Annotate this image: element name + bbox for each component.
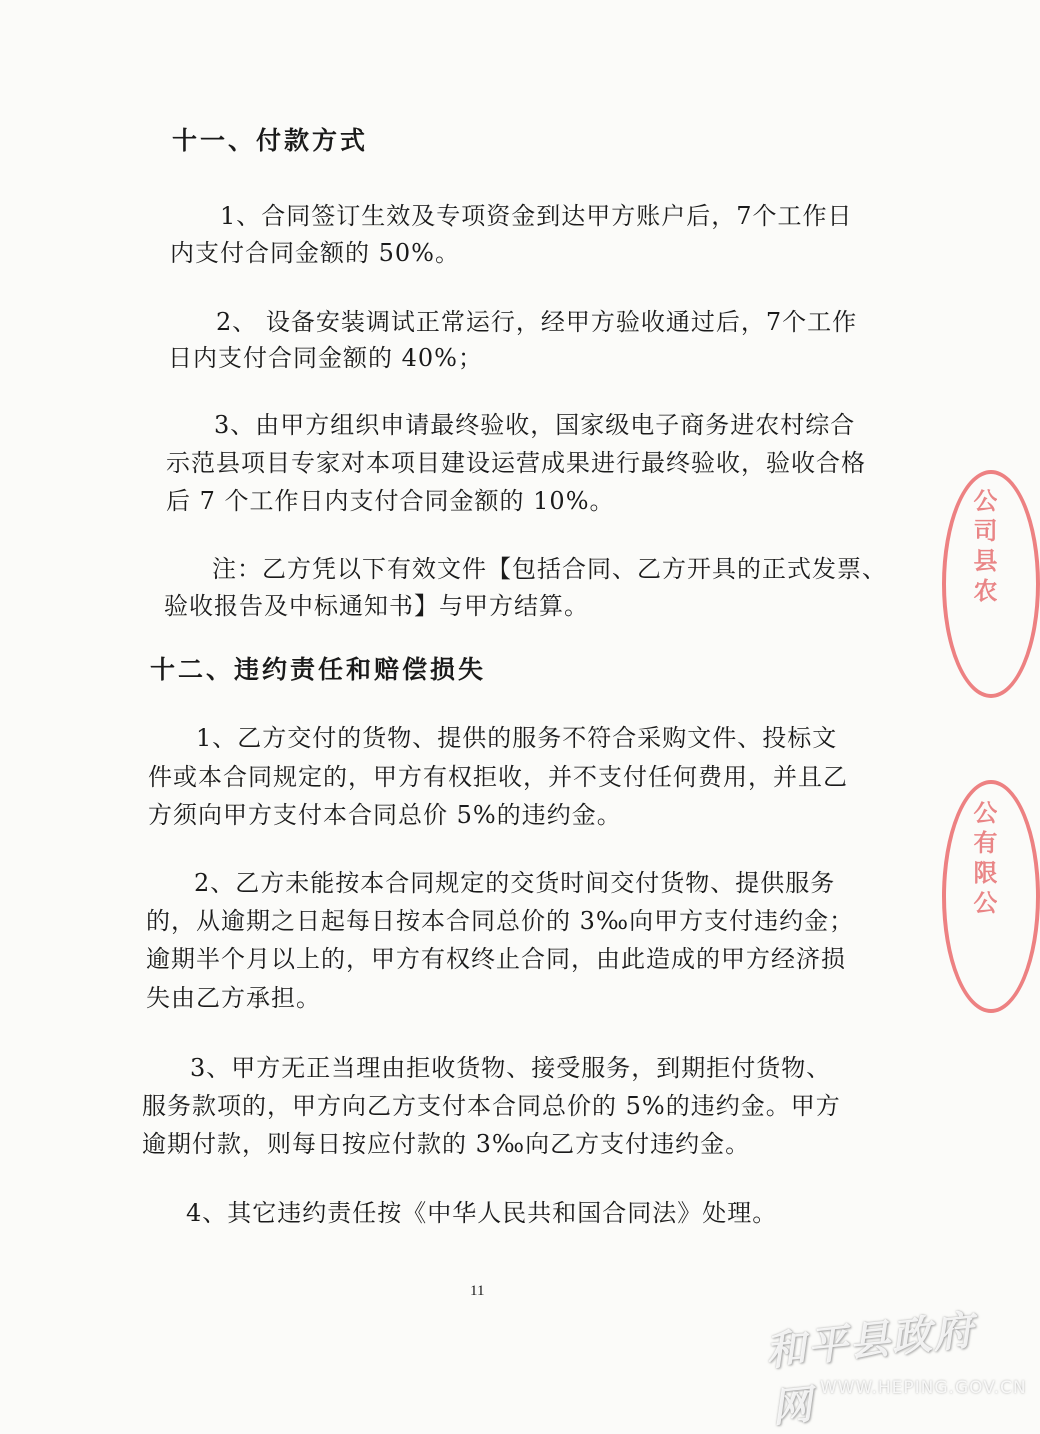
s11-p3-line3: 后 7 个工作日内支付合同金额的 10%。 — [166, 487, 615, 515]
s11-p2-line1: 2、 设备安装调试正常运行，经甲方验收通过后，7个工作 — [216, 308, 858, 336]
s12-p1-line1: 1、乙方交付的货物、提供的服务不符合采购文件、投标文 — [196, 724, 838, 752]
page-number: 11 — [470, 1283, 485, 1299]
s12-p2-line1: 2、乙方未能按本合同规定的交货时间交付货物、提供服务 — [194, 869, 836, 897]
s12-p3-line2: 服务款项的，甲方向乙方支付本合同总价的 5%的违约金。甲方 — [142, 1092, 841, 1120]
s11-p2-line2: 日内支付合同金额的 40%； — [168, 344, 483, 372]
s11-p1-line1: 1、合同签订生效及专项资金到达甲方账户后，7个工作日 — [220, 202, 853, 230]
s12-p2-line3: 逾期半个月以上的，甲方有权终止合同，由此造成的甲方经济损 — [146, 945, 846, 973]
watermark-url: WWW.HEPING.GOV.CN — [820, 1378, 1027, 1398]
s12-p2-line4: 失由乙方承担。 — [146, 984, 321, 1012]
watermark-chinese: 和平县政府网 — [763, 1307, 978, 1432]
seal-bottom-text: 公有限公 — [969, 800, 997, 920]
seal-top-text: 公司县农 — [969, 488, 997, 608]
website-watermark — [750, 1290, 1027, 1432]
s12-p1-line2: 件或本合同规定的，甲方有权拒收，并不支付任何费用，并且乙 — [148, 763, 848, 791]
section-12-heading: 十二、违约责任和赔偿损失 — [150, 655, 487, 684]
s12-p3-line3: 逾期付款，则每日按应付款的 3‰向乙方支付违约金。 — [142, 1130, 751, 1158]
s12-p2-line2: 的，从逾期之日起每日按本合同总价的 3‰向甲方支付违约金； — [146, 907, 855, 935]
s12-p1-line3: 方须向甲方支付本合同总价 5%的违约金。 — [148, 801, 622, 829]
section-11-heading: 十一、付款方式 — [172, 126, 369, 155]
s12-p4-line1: 4、其它违约责任按《中华人民共和国合同法》处理。 — [186, 1199, 778, 1227]
s11-note-line1: 注：乙方凭以下有效文件【包括合同、乙方开具的正式发票、 — [212, 555, 887, 583]
s11-note-line2: 验收报告及中标通知书】与甲方结算。 — [164, 592, 589, 620]
s11-p3-line1: 3、由甲方组织申请最终验收，国家级电子商务进农村综合 — [214, 411, 856, 439]
s11-p3-line2: 示范县项目专家对本项目建设运营成果进行最终验收，验收合格 — [166, 449, 866, 477]
s12-p3-line1: 3、甲方无正当理由拒收货物、接受服务，到期拒付货物、 — [190, 1054, 832, 1082]
s11-p1-line2: 内支付合同金额的 50%。 — [170, 239, 460, 267]
